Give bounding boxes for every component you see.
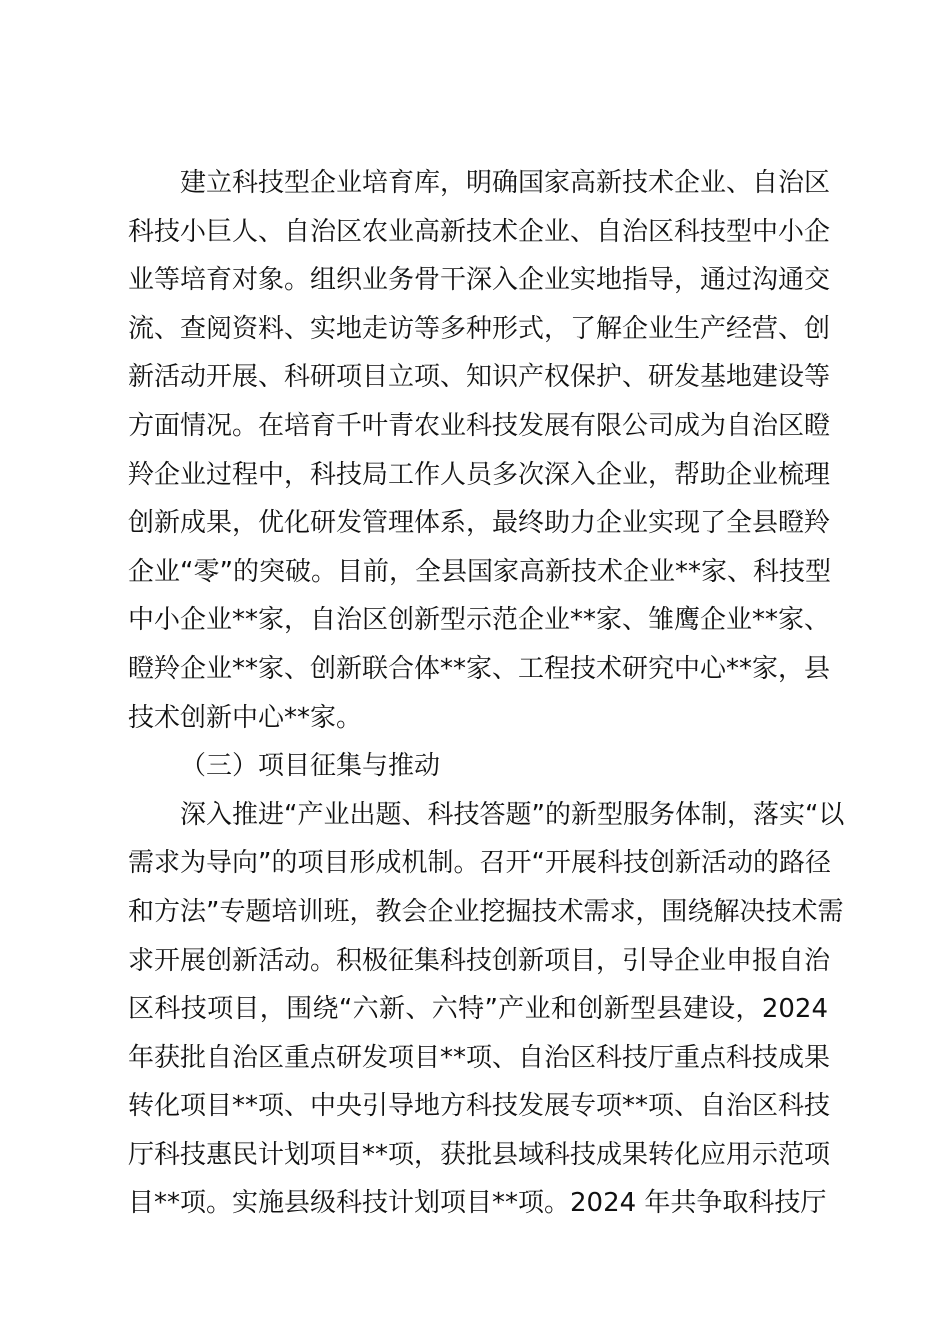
paragraph-2-line: 和方法”专题培训班，教会企业挖掘技术需求，围绕解决技术需 — [128, 896, 844, 927]
paragraph-1-line: 中小企业**家，自治区创新型示范企业**家、雏鹰企业**家、 — [128, 605, 831, 636]
paragraph-1-line: 流、查阅资料、实地走访等多种形式，了解企业生产经营、创 — [128, 313, 831, 344]
paragraph-2-line: 目**项。实施县级科技计划项目**项。2024 年共争取科技厅 — [128, 1188, 827, 1219]
document-body — [128, 159, 845, 1228]
paragraph-1-line: 创新成果，优化研发管理体系，最终助力企业实现了全县瞪羚 — [128, 508, 831, 539]
paragraph-2-line: 区科技项目，围绕“六新、六特”产业和创新型县建设，2024 — [128, 994, 828, 1025]
paragraph-1-line: 技术创新中心**家。 — [128, 702, 363, 733]
paragraph-1-line: 企业“零”的突破。目前，全县国家高新技术企业**家、科技型 — [128, 556, 831, 587]
paragraph-2-line: 深入推进“产业出题、科技答题”的新型服务体制，落实“以 — [180, 799, 845, 830]
paragraph-1-line: 新活动开展、科研项目立项、知识产权保护、研发基地建设等 — [128, 362, 831, 393]
paragraph-1-line: 羚企业过程中，科技局工作人员多次深入企业，帮助企业梳理 — [128, 459, 831, 490]
paragraph-2-line: 年获批自治区重点研发项目**项、自治区科技厅重点科技成果 — [128, 1042, 831, 1073]
paragraph-1-line: 建立科技型企业培育库，明确国家高新技术企业、自治区 — [180, 168, 831, 198]
paragraph-2-line: 需求为导向”的项目形成机制。召开“开展科技创新活动的路径 — [128, 848, 831, 879]
section-heading: （三）项目征集与推动 — [180, 751, 441, 782]
paragraph-1-line: 方面情况。在培育千叶青农业科技发展有限公司成为自治区瞪 — [128, 410, 831, 441]
paragraph-1-line: 科技小巨人、自治区农业高新技术企业、自治区科技型中小企 — [128, 216, 831, 247]
paragraph-2-line: 厅科技惠民计划项目**项，获批县域科技成果转化应用示范项 — [128, 1139, 831, 1170]
paragraph-2-line: 转化项目**项、中央引导地方科技发展专项**项、自治区科技 — [128, 1091, 831, 1122]
paragraph-2-line: 求开展创新活动。积极征集科技创新项目，引导企业申报自治 — [128, 945, 831, 976]
paragraph-1-line: 业等培育对象。组织业务骨干深入企业实地指导，通过沟通交 — [128, 265, 831, 296]
paragraph-1-line: 瞪羚企业**家、创新联合体**家、工程技术研究中心**家，县 — [128, 653, 831, 684]
